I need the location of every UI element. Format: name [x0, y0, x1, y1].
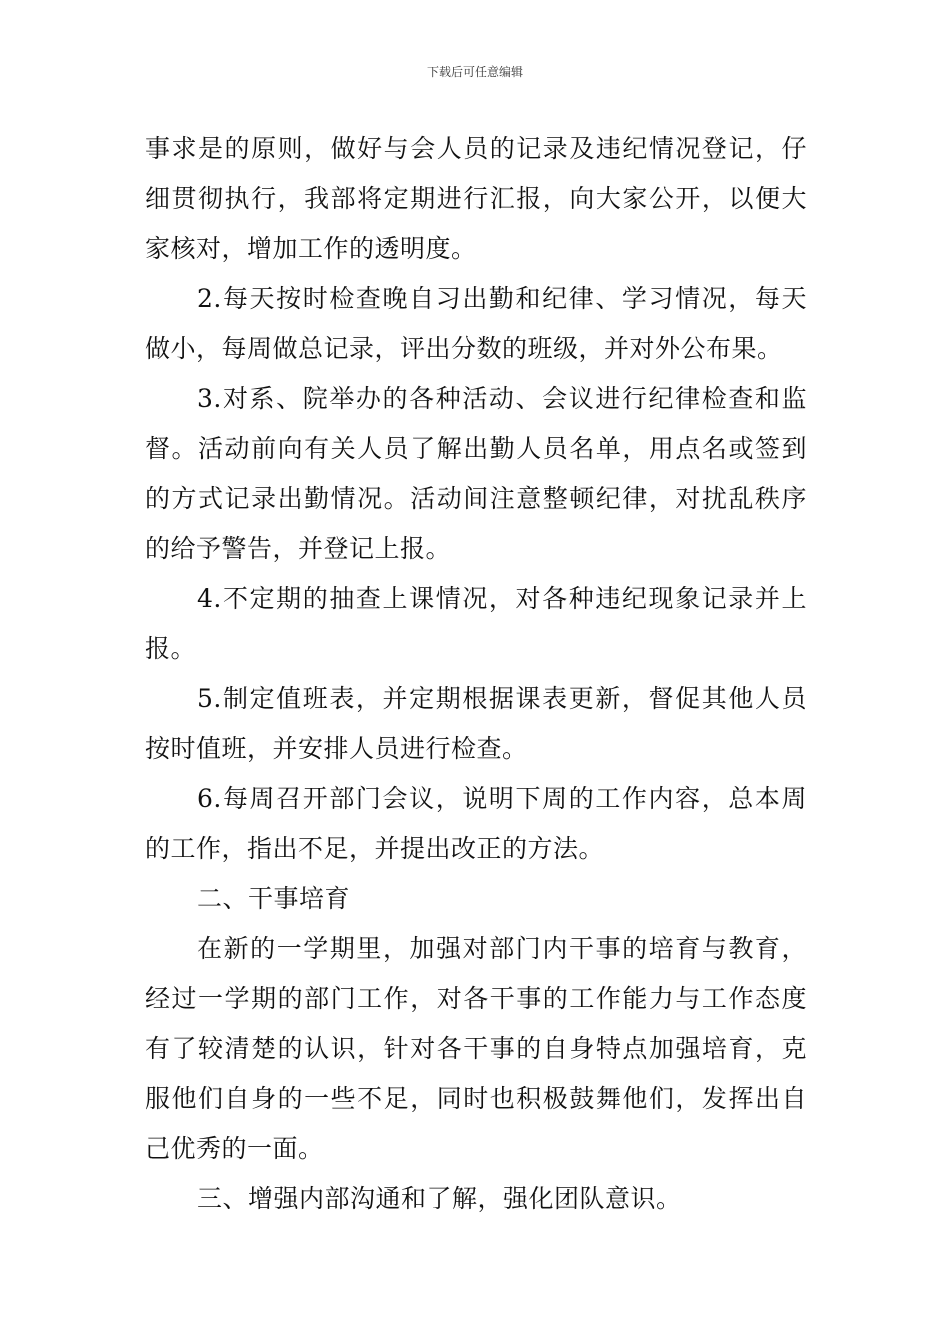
document-body [145, 124, 807, 1224]
paragraph-item-5: 5.制定值班表，并定期根据课表更新，督促其他人员按时值班，并安排人员进行检查。 [145, 684, 807, 763]
paragraph-item-6: 6.每周召开部门会议，说明下周的工作内容，总本周的工作，指出不足，并提出改正的方法。 [145, 784, 807, 863]
paragraph-training: 在新的一学期里，加强对部门内干事的培育与教育，经过一学期的部门工作，对各干事的工作能力与工作态度有了较清楚的认识，针对各干事的自身特点加强培育，克服他们自身的一些不足，同时也积极鼓舞他们，发挥出自己优秀的一面。 [145, 934, 807, 1163]
section-heading-3: 三、增强内部沟通和了解，强化团队意识。 [197, 1184, 682, 1213]
section-heading-2: 二、干事培育 [197, 884, 351, 913]
paragraph-item-3: 3.对系、院举办的各种活动、会议进行纪律检查和监督。活动前向有关人员了解出勤人员名单，用点名或签到的方式记录出勤情况。活动间注意整顿纪律，对扰乱秩序的给予警告，并登记上报。 [145, 384, 807, 563]
paragraph-continuation: 事求是的原则，做好与会人员的记录及违纪情况登记，仔细贯彻执行，我部将定期进行汇报，向大家公开，以便大家核对，增加工作的透明度。 [145, 134, 807, 263]
page-header: 下载后可任意编辑 [426, 65, 523, 79]
paragraph-item-2: 2.每天按时检查晚自习出勤和纪律、学习情况，每天做小，每周做总记录，评出分数的班级，并对外公布果。 [145, 284, 807, 363]
paragraph-item-4: 4.不定期的抽查上课情况，对各种违纪现象记录并上报。 [145, 584, 807, 663]
